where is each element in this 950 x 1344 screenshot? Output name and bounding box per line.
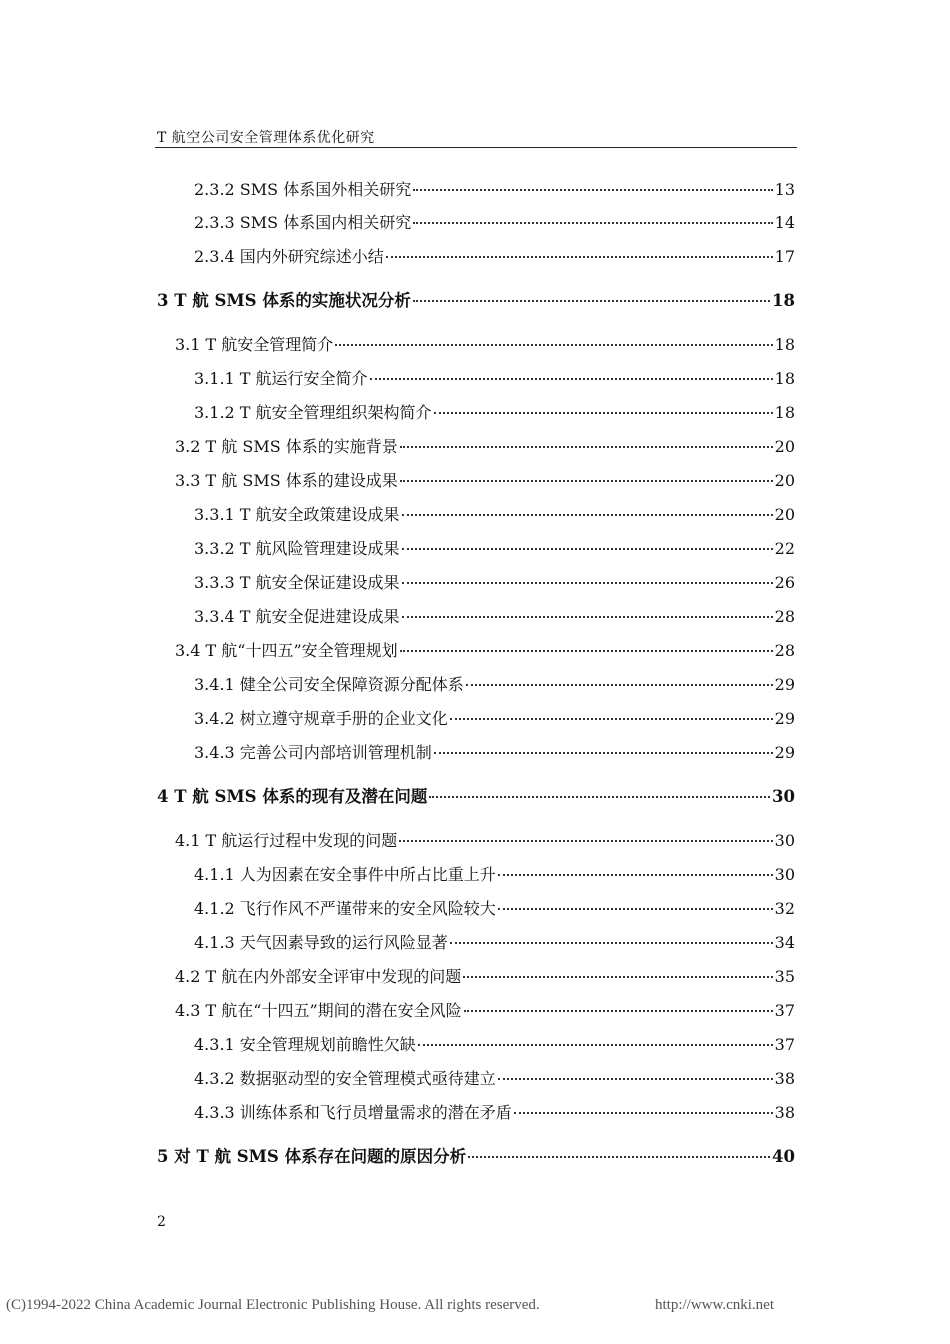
toc-entry-page: 18 [774, 335, 795, 354]
toc-entry[interactable] [175, 437, 795, 457]
toc-leader-dots [413, 299, 770, 302]
toc-entry-page: 30 [772, 787, 795, 806]
toc-leader-dots [400, 479, 773, 482]
toc-entry[interactable] [175, 831, 795, 851]
toc-entry-page: 17 [774, 247, 795, 266]
toc-leader-dots [413, 188, 772, 191]
toc-entry[interactable] [194, 607, 795, 627]
toc-entry-page: 37 [774, 1001, 795, 1020]
toc-entry-label: 3.4.3 完善公司内部培训管理机制 [194, 743, 432, 762]
toc-entry-label: 4.3 T 航在“十四五”期间的潜在安全风险 [175, 1001, 462, 1020]
toc-entry-label: 4.2 T 航在内外部安全评审中发现的问题 [175, 967, 462, 986]
toc-leader-dots [400, 649, 773, 652]
toc-entry[interactable] [194, 933, 795, 953]
toc-entry[interactable] [175, 967, 795, 987]
toc-entry-label: 4.1.3 天气因素导致的运行风险显著 [194, 933, 448, 952]
toc-leader-dots [386, 255, 773, 258]
toc-entry-page: 34 [774, 933, 795, 952]
toc-leader-dots [402, 547, 773, 550]
toc-leader-dots [434, 411, 773, 414]
toc-entry-label: 2.3.3 SMS 体系国内相关研究 [194, 213, 412, 232]
toc-entry-page: 30 [774, 865, 795, 884]
toc-entry[interactable] [194, 180, 795, 200]
toc-entry-page: 32 [774, 899, 795, 918]
header-rule [155, 147, 797, 148]
toc-entry-page: 22 [774, 539, 795, 558]
toc-entry-page: 38 [774, 1069, 795, 1088]
toc-entry-page: 28 [774, 641, 795, 660]
toc-entry-label: 4.1.1 人为因素在安全事件中所占比重上升 [194, 865, 496, 884]
toc-entry-page: 18 [774, 369, 795, 388]
toc-entry-page: 29 [774, 709, 795, 728]
toc-leader-dots [463, 975, 772, 978]
toc-entry-label: 3.1.1 T 航运行安全简介 [194, 369, 368, 388]
toc-entry[interactable] [194, 247, 795, 267]
toc-entry[interactable] [194, 1035, 795, 1055]
toc-entry-label: 2.3.2 SMS 体系国外相关研究 [194, 180, 412, 199]
toc-leader-dots [413, 221, 772, 224]
toc-leader-dots [399, 839, 772, 842]
toc-entry-page: 13 [774, 180, 795, 199]
toc-entry-label: 3.3.2 T 航风险管理建设成果 [194, 539, 400, 558]
toc-entry[interactable] [175, 335, 795, 355]
toc-leader-dots [429, 795, 770, 798]
toc-entry-page: 20 [774, 437, 795, 456]
toc-chapter-entry[interactable] [157, 1147, 795, 1167]
toc-leader-dots [514, 1111, 773, 1114]
toc-entry[interactable] [194, 539, 795, 559]
toc-leader-dots [434, 751, 773, 754]
toc-entry-label: 4.1 T 航运行过程中发现的问题 [175, 831, 398, 850]
toc-entry-label: 4.1.2 飞行作风不严谨带来的安全风险较大 [194, 899, 496, 918]
toc-entry-page: 30 [774, 831, 795, 850]
toc-leader-dots [498, 1077, 773, 1080]
toc-leader-dots [402, 581, 773, 584]
toc-entry-page: 29 [774, 743, 795, 762]
toc-entry[interactable] [194, 1069, 795, 1089]
toc-chapter-entry[interactable] [157, 291, 795, 311]
toc-entry[interactable] [194, 865, 795, 885]
toc-leader-dots [464, 1009, 773, 1012]
toc-entry-label: 2.3.4 国内外研究综述小结 [194, 247, 384, 266]
toc-entry-page: 18 [772, 291, 795, 310]
source-url[interactable]: http://www.cnki.net [655, 1297, 775, 1313]
toc-entry-page: 20 [774, 505, 795, 524]
toc-entry[interactable] [194, 899, 795, 919]
toc-leader-dots [400, 445, 773, 448]
toc-entry-label: 3.4 T 航“十四五”安全管理规划 [175, 641, 398, 660]
toc-entry-page: 20 [774, 471, 795, 490]
toc-entry-page: 28 [774, 607, 795, 626]
toc-entry-page: 14 [774, 213, 795, 232]
toc-entry[interactable] [175, 1001, 795, 1021]
page-number: 2 [157, 1214, 166, 1230]
toc-chapter-entry[interactable] [157, 787, 795, 807]
toc-entry[interactable] [194, 403, 795, 423]
toc-entry-label: 3.2 T 航 SMS 体系的实施背景 [175, 437, 398, 456]
toc-entry-page: 18 [774, 403, 795, 422]
toc-entry[interactable] [194, 743, 795, 763]
toc-entry-label: 5 对 T 航 SMS 体系存在问题的原因分析 [157, 1147, 467, 1166]
toc-entry-label: 4 T 航 SMS 体系的现有及潜在问题 [157, 787, 428, 806]
toc-leader-dots [498, 907, 773, 910]
toc-entry[interactable] [194, 505, 795, 525]
toc-leader-dots [468, 1155, 770, 1158]
toc-leader-dots [418, 1043, 773, 1046]
toc-entry[interactable] [194, 369, 795, 389]
toc-entry-page: 37 [774, 1035, 795, 1054]
toc-leader-dots [402, 513, 773, 516]
toc-entry[interactable] [194, 1103, 795, 1123]
toc-entry[interactable] [194, 573, 795, 593]
toc-leader-dots [402, 615, 773, 618]
running-header-title: T 航空公司安全管理体系优化研究 [157, 130, 375, 146]
toc-entry-page: 26 [774, 573, 795, 592]
toc-entry-label: 3.3 T 航 SMS 体系的建设成果 [175, 471, 398, 490]
toc-entry-label: 3.3.3 T 航安全保证建设成果 [194, 573, 400, 592]
toc-entry-label: 3.1.2 T 航安全管理组织架构简介 [194, 403, 432, 422]
toc-entry[interactable] [194, 675, 795, 695]
toc-entry[interactable] [175, 641, 795, 661]
toc-leader-dots [498, 873, 773, 876]
toc-entry[interactable] [175, 471, 795, 491]
toc-entry-label: 4.3.3 训练体系和飞行员增量需求的潜在矛盾 [194, 1103, 512, 1122]
toc-entry-label: 4.3.1 安全管理规划前瞻性欠缺 [194, 1035, 416, 1054]
toc-entry-label: 3.4.2 树立遵守规章手册的企业文化 [194, 709, 448, 728]
copyright-notice: (C)1994-2022 China Academic Journal Electronic Publishing House. All rights reserved. [6, 1297, 540, 1313]
toc-entry-page: 38 [774, 1103, 795, 1122]
toc-entry-label: 3.3.4 T 航安全促进建设成果 [194, 607, 400, 626]
toc-entry-page: 40 [772, 1147, 795, 1166]
toc-entry[interactable] [194, 709, 795, 729]
toc-leader-dots [466, 683, 773, 686]
toc-entry-page: 29 [774, 675, 795, 694]
toc-entry-label: 3.4.1 健全公司安全保障资源分配体系 [194, 675, 464, 694]
toc-entry[interactable] [194, 213, 795, 233]
toc-leader-dots [450, 717, 773, 720]
toc-entry-label: 3.1 T 航安全管理简介 [175, 335, 334, 354]
toc-entry-label: 3 T 航 SMS 体系的实施状况分析 [157, 291, 411, 310]
toc-entry-label: 3.3.1 T 航安全政策建设成果 [194, 505, 400, 524]
toc-leader-dots [335, 343, 772, 346]
toc-entry-label: 4.3.2 数据驱动型的安全管理模式亟待建立 [194, 1069, 496, 1088]
toc-leader-dots [450, 941, 773, 944]
toc-entry-page: 35 [774, 967, 795, 986]
toc-leader-dots [370, 377, 773, 380]
